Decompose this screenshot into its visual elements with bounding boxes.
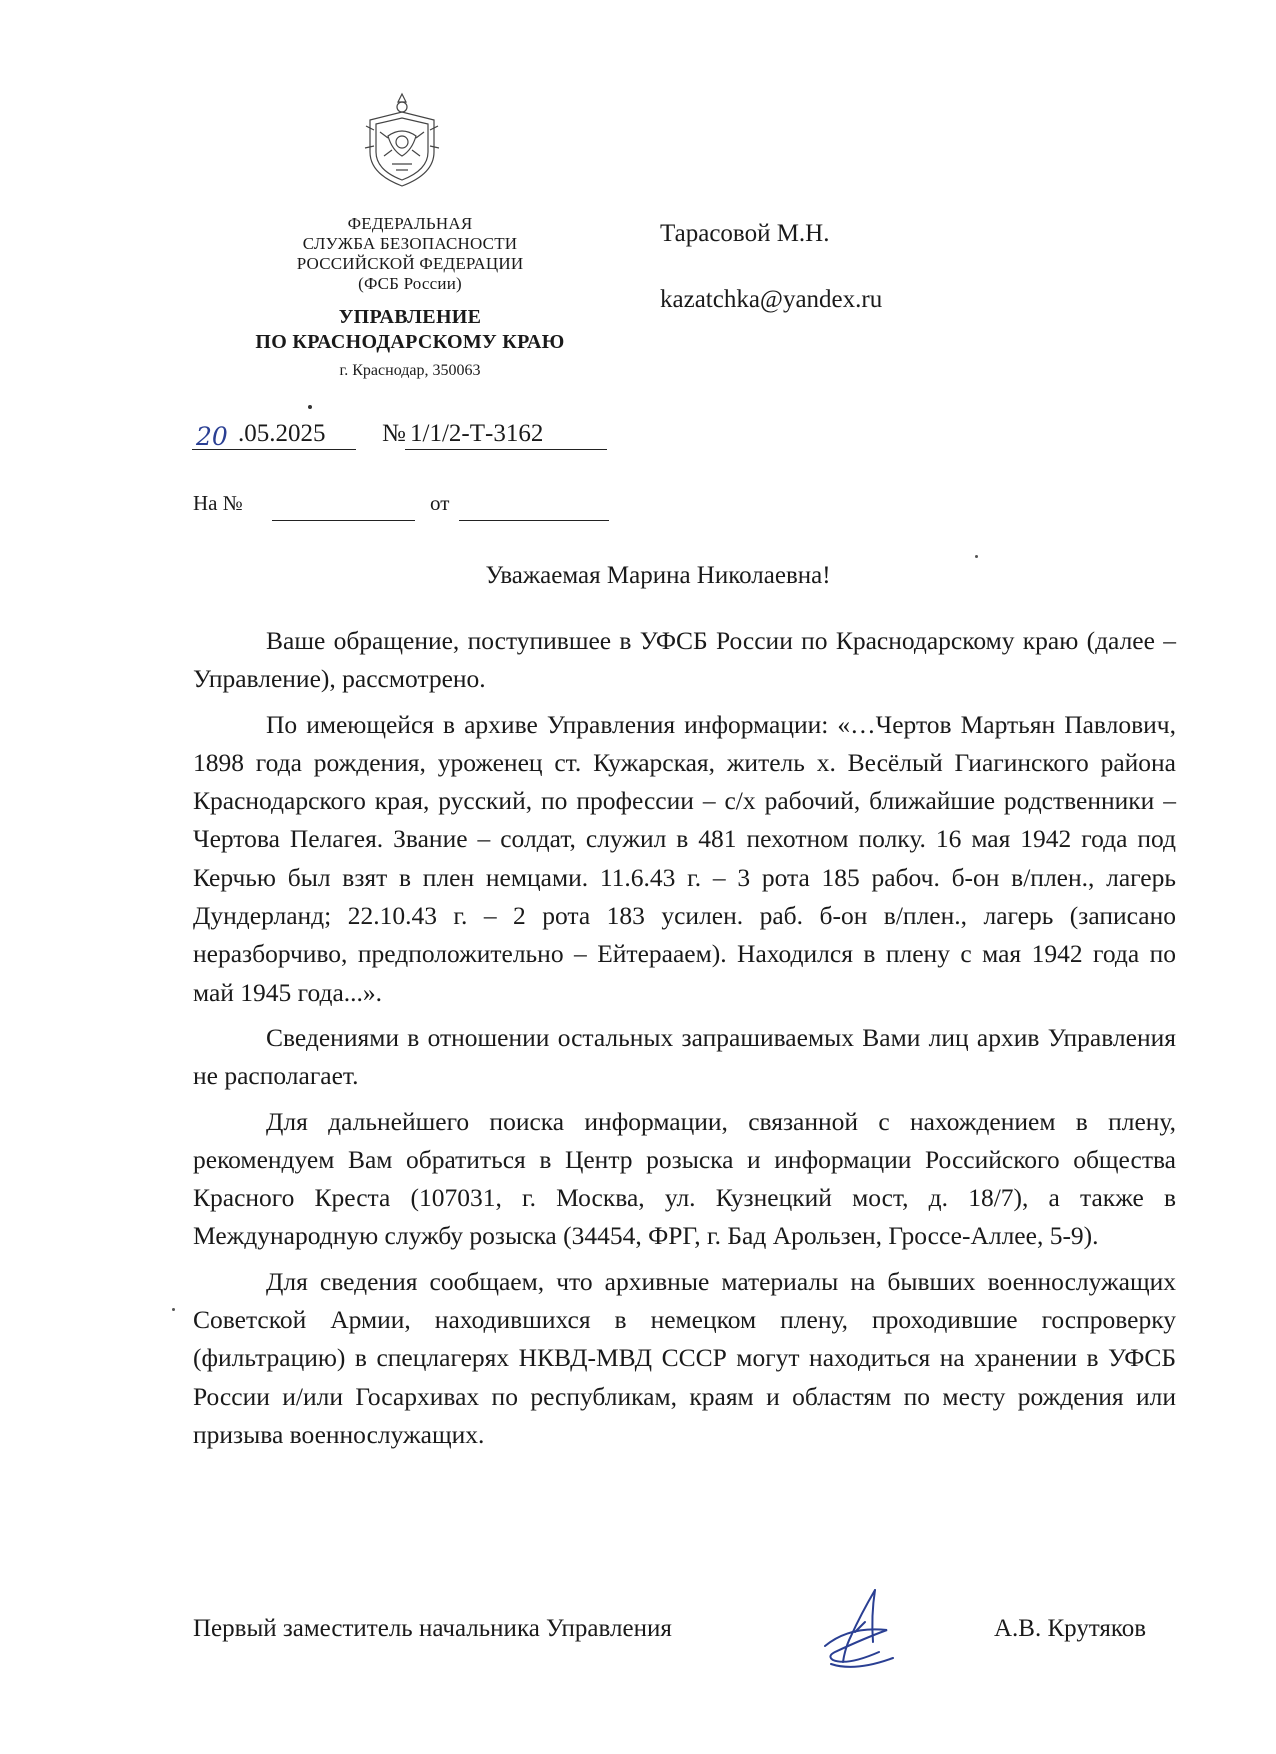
org-line: (ФСБ России) [358,274,462,293]
body-paragraph: Для сведения сообщаем, что архивные материалы на бывших военнослужащих Советской Армии, находившихся в немецком плену, проходившие госпроверку (фильтрацию) в спецлагерях НКВД-МВД СССР могут находиться на хранении в УФСБ России и/или Госархивах по республикам, краям и областям по месту рождения или призыва военнослужащих. [193,1266,1176,1449]
number-underline [405,449,607,450]
reference-number-label: На № [193,491,243,515]
fsb-emblem-icon [362,90,442,190]
number-label: № [382,420,406,447]
body-paragraph: Ваше обращение, поступившее в УФСБ России по Краснодарскому краю (далее – Управление), рассмотрено. [193,626,1176,694]
body-paragraph: По имеющейся в архиве Управления информации: «…Чертов Мартьян Павлович, 1898 года рождения, уроженец ст. Кужарская, житель х. Весёлый Гиагинского района Краснодарского края, русский, по профессии – с/х рабочий, ближайшие родственники – Чертова Пелагея. Звание – солдат, служил в 481 пехотном полку. 16 мая 1942 года под Керчью был взят в плен немцами. 11.6.43 г. – 3 рота 185 рабоч. б-он в/плен., лагерь Дундерланд; 22.10.43 г. – 2 рота 183 усилен. раб. б-он в/плен., лагерь (записано неразборчиво, предположительно – Ейтераaем). Находился в плену с мая 1942 года по май 1945 года...». [193,709,1176,1007]
reference-from-label: от [430,491,450,515]
recipient-email: kazatchka@yandex.ru [660,286,883,313]
outgoing-date: .05.2025 [238,420,326,447]
department-name [200,305,620,355]
dept-line: УПРАВЛЕНИЕ [338,306,482,328]
greeting: Уважаемая Марина Николаевна! [485,562,831,589]
scan-speck [172,1308,175,1311]
reference-date-blank [459,520,609,521]
scan-speck [975,555,978,558]
body-paragraph: Для дальнейшего поиска информации, связанной с нахождением в плену, рекомендуем Вам обратиться в Центр розыска и информации Российского общества Красного Креста (107031, г. Москва, ул. Кузнецкий мост, д. 18/7), а также в Международную службу розыска (34454, ФРГ, г. Бад Арользен, Гроссе-Аллее, 5-9). [193,1106,1176,1251]
ink-speck [308,405,312,409]
organization-name [200,214,620,294]
dept-line: ПО КРАСНОДАРСКОМУ КРАЮ [255,331,565,353]
city-postcode: г. Краснодар, 350063 [339,362,481,379]
org-line: РОССИЙСКОЙ ФЕДЕРАЦИИ [296,254,524,273]
letter-body [193,622,1176,1461]
signatory-title: Первый заместитель начальника Управления [193,1615,672,1642]
reference-number-blank [272,520,415,521]
date-underline [192,449,356,450]
org-line: ФЕДЕРАЛЬНАЯ [347,214,473,233]
recipient-name: Тарасовой М.Н. [660,220,830,247]
handwritten-signature-icon [805,1586,910,1672]
signatory-name: А.В. Крутяков [994,1615,1147,1642]
outgoing-number: 1/1/2-Т-3162 [410,420,544,447]
body-paragraph: Сведениями в отношении остальных запрашиваемых Вами лиц архив Управления не располагает. [193,1022,1176,1091]
handwritten-day: 20 [196,422,228,451]
org-line: СЛУЖБА БЕЗОПАСНОСТИ [302,234,518,253]
